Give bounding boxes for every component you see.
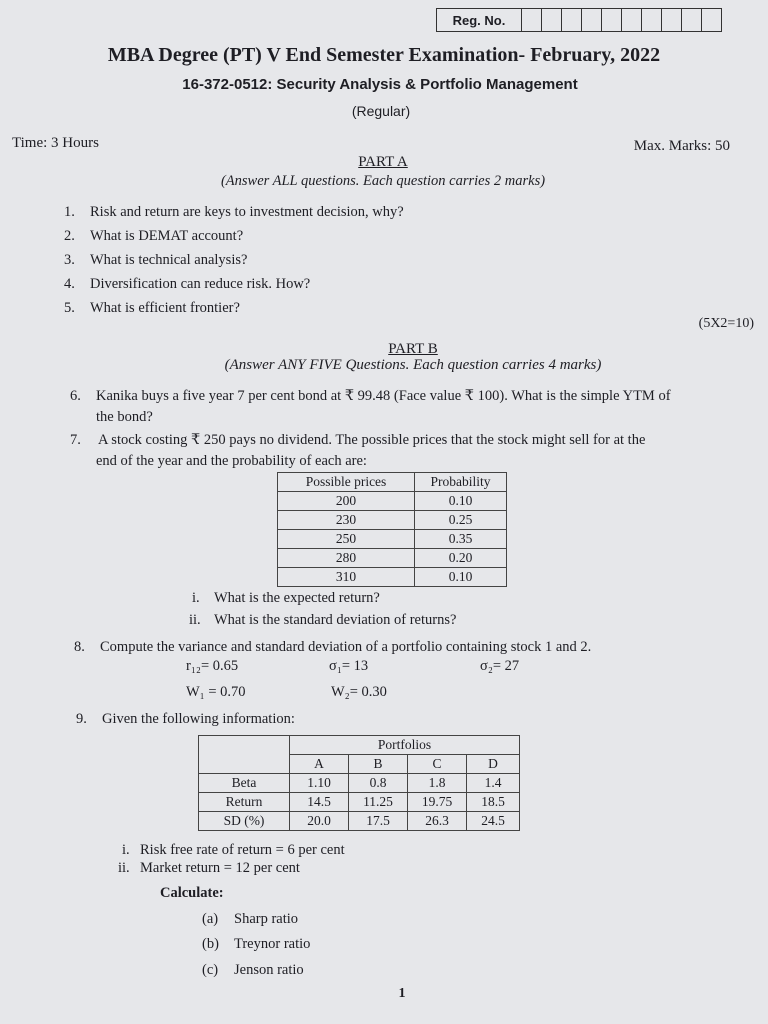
question-text: Diversification can reduce risk. How? xyxy=(90,276,311,292)
table-cell: 0.20 xyxy=(415,549,507,568)
part-b-instruction: (Answer ANY FIVE Questions. Each question carries 4 marks) xyxy=(224,357,602,373)
reg-no-cell xyxy=(602,9,622,31)
info-number: i. xyxy=(122,842,130,858)
question-text: What is technical analysis? xyxy=(90,252,248,268)
exam-time: Time: 3 Hours xyxy=(12,135,99,151)
table-row xyxy=(199,774,520,793)
table-cell: 24.5 xyxy=(467,812,520,831)
table-row xyxy=(278,568,507,587)
price-probability-table xyxy=(277,472,507,587)
question-number: 7. xyxy=(70,432,81,448)
table-row xyxy=(278,530,507,549)
part-a-instruction: (Answer ALL questions. Each question carries 2 marks) xyxy=(220,173,546,189)
row-label: Return xyxy=(199,793,290,812)
page-number: 1 xyxy=(398,986,406,1001)
sub-question-text: What is the standard deviation of returns? xyxy=(214,612,457,628)
table-row xyxy=(199,812,520,831)
reg-no-cell xyxy=(582,9,602,31)
reg-no-cell xyxy=(622,9,642,31)
part-number: (c) xyxy=(202,962,219,978)
table-cell: 14.5 xyxy=(290,793,349,812)
table-cell: 0.10 xyxy=(415,492,507,511)
reg-no-cell xyxy=(522,9,542,31)
sigma-2-value: σ₂= 27 xyxy=(480,658,520,674)
question-number: 8. xyxy=(74,639,85,655)
table-cell: 17.5 xyxy=(349,812,408,831)
table-header: D xyxy=(467,755,520,774)
question-text: Given the following information: xyxy=(102,711,295,727)
table-cell: 1.4 xyxy=(467,774,520,793)
table-row xyxy=(278,492,507,511)
question-number: 5. xyxy=(64,300,75,316)
table-cell: 0.25 xyxy=(415,511,507,530)
reg-no-cell xyxy=(682,9,702,31)
table-cell: 26.3 xyxy=(408,812,467,831)
part-text: Sharp ratio xyxy=(234,911,299,927)
reg-no-cell xyxy=(702,9,721,31)
list-item xyxy=(64,226,714,250)
question-number: 9. xyxy=(76,711,87,727)
table-cell: 11.25 xyxy=(349,793,408,812)
part-a-marks: (5X2=10) xyxy=(698,316,754,331)
exam-title: MBA Degree (PT) V End Semester Examination- February, 2022 xyxy=(107,44,661,66)
part-number: (a) xyxy=(202,911,219,927)
table-cell: 0.8 xyxy=(349,774,408,793)
info-number: ii. xyxy=(118,860,130,876)
sub-question-number: i. xyxy=(192,590,200,606)
info-text: Risk free rate of return = 6 per cent xyxy=(140,842,345,858)
list-item xyxy=(64,202,714,226)
question-text: Compute the variance and standard deviation of a portfolio containing stock 1 and 2. xyxy=(100,639,592,655)
max-marks: Max. Marks: 50 xyxy=(633,138,730,154)
table-header: B xyxy=(349,755,408,774)
part-a-question-list xyxy=(64,202,714,322)
row-label: Beta xyxy=(199,774,290,793)
table-row xyxy=(278,549,507,568)
table-cell: 20.0 xyxy=(290,812,349,831)
table-cell: 18.5 xyxy=(467,793,520,812)
weight-2-value: W₂= 0.30 xyxy=(331,684,387,700)
correlation-value: r₁₂= 0.65 xyxy=(186,658,239,674)
table-cell: 280 xyxy=(278,549,415,568)
calculate-label: Calculate: xyxy=(160,885,224,901)
table-header: A xyxy=(290,755,349,774)
table-cell: 19.75 xyxy=(408,793,467,812)
part-number: (b) xyxy=(202,936,219,952)
question-number: 3. xyxy=(64,252,75,268)
table-header: Possible prices xyxy=(278,473,415,492)
portfolio-table xyxy=(198,735,520,831)
table-cell: 0.10 xyxy=(415,568,507,587)
table-row xyxy=(199,793,520,812)
reg-no-label: Reg. No. xyxy=(437,9,522,31)
question-text: Kanika buys a five year 7 per cent bond at ₹ 99.48 (Face value ₹ 100). What is the simple YTM of xyxy=(96,388,671,404)
question-number: 6. xyxy=(70,388,81,404)
sub-question-number: ii. xyxy=(189,612,201,628)
table-cell: 250 xyxy=(278,530,415,549)
table-cell: 1.8 xyxy=(408,774,467,793)
part-a-title: PART A xyxy=(358,154,408,170)
reg-no-cell xyxy=(662,9,682,31)
table-header-row xyxy=(278,473,507,492)
sigma-1-value: σ₁= 13 xyxy=(329,658,369,674)
table-corner-cell xyxy=(199,736,290,774)
question-number: 1. xyxy=(64,204,75,220)
list-item xyxy=(64,298,714,322)
course-title: 16-372-0512: Security Analysis & Portfolio Management xyxy=(182,76,578,93)
table-cell: 310 xyxy=(278,568,415,587)
table-header: C xyxy=(408,755,467,774)
table-row xyxy=(278,511,507,530)
question-text: What is efficient frontier? xyxy=(90,300,240,316)
list-item xyxy=(64,250,714,274)
row-label: SD (%) xyxy=(199,812,290,831)
question-text: Risk and return are keys to investment decision, why? xyxy=(90,204,404,220)
table-header-row xyxy=(199,736,520,755)
table-cell: 230 xyxy=(278,511,415,530)
info-text: Market return = 12 per cent xyxy=(140,860,300,876)
table-cell: 1.10 xyxy=(290,774,349,793)
table-header: Probability xyxy=(415,473,507,492)
question-number: 2. xyxy=(64,228,75,244)
table-cell: 0.35 xyxy=(415,530,507,549)
table-group-header: Portfolios xyxy=(290,736,520,755)
reg-no-cell xyxy=(562,9,582,31)
question-text: end of the year and the probability of each are: xyxy=(96,453,367,469)
reg-no-box xyxy=(436,8,722,32)
sub-question-text: What is the expected return? xyxy=(214,590,380,606)
part-b-title: PART B xyxy=(388,341,438,357)
table-cell: 200 xyxy=(278,492,415,511)
reg-no-cell xyxy=(542,9,562,31)
question-text: What is DEMAT account? xyxy=(90,228,244,244)
part-text: Treynor ratio xyxy=(234,936,311,952)
part-text: Jenson ratio xyxy=(234,962,304,978)
exam-type: (Regular) xyxy=(351,103,411,119)
weight-1-value: W₁ = 0.70 xyxy=(186,684,246,700)
question-text: A stock costing ₹ 250 pays no dividend. The possible prices that the stock might sell for at the xyxy=(98,432,646,448)
reg-no-cell xyxy=(642,9,662,31)
question-text: the bond? xyxy=(96,409,153,425)
list-item xyxy=(64,274,714,298)
question-number: 4. xyxy=(64,276,75,292)
